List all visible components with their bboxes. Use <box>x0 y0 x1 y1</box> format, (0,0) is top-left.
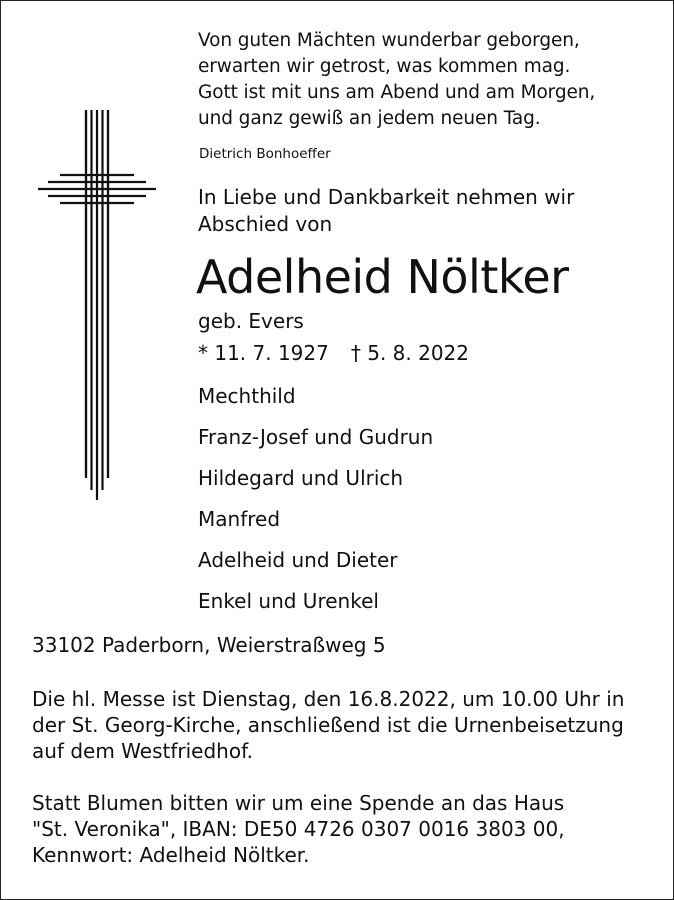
birth-date: * 11. 7. 1927 <box>198 341 329 365</box>
donation-line: Kennwort: Adelheid Nöltker. <box>32 843 310 867</box>
service-line: der St. Georg-Kirche, anschließend ist die Urnenbeisetzung <box>32 713 624 737</box>
donation-line: Statt Blumen bitten wir um eine Spende an das Haus <box>32 791 565 815</box>
donation-info <box>32 790 565 868</box>
intro-text <box>198 184 574 238</box>
poem-line: und ganz gewiß an jedem neuen Tag. <box>198 108 541 129</box>
mourner-item: Manfred <box>198 507 281 531</box>
poem-author: Dietrich Bonhoeffer <box>199 146 331 162</box>
mourner-item: Franz-Josef und Gudrun <box>198 425 434 449</box>
poem-line: Gott ist mit uns am Abend und am Morgen, <box>198 82 596 103</box>
donation-line: "St. Veronika", IBAN: DE50 4726 0307 0016 3803 00, <box>32 817 565 841</box>
maiden-name: geb. Evers <box>198 309 304 333</box>
poem-line: erwarten wir getrost, was kommen mag. <box>198 56 571 77</box>
service-line: auf dem Westfriedhof. <box>32 739 254 763</box>
death-date: † 5. 8. 2022 <box>350 341 469 365</box>
poem-line: Von guten Mächten wunderbar geborgen, <box>198 30 580 51</box>
life-dates <box>198 341 469 365</box>
deceased-name: Adelheid Nöltker <box>196 250 569 304</box>
intro-line: Abschied von <box>198 212 333 236</box>
mourner-item: Hildegard und Ulrich <box>198 466 404 490</box>
intro-line: In Liebe und Dankbarkeit nehmen wir <box>198 185 575 209</box>
service-info <box>32 686 624 764</box>
address: 33102 Paderborn, Weierstraßweg 5 <box>32 633 386 657</box>
mourner-item: Enkel und Urenkel <box>198 589 379 613</box>
poem <box>198 28 595 132</box>
cross-icon <box>38 110 158 509</box>
service-line: Die hl. Messe ist Dienstag, den 16.8.2022, um 10.00 Uhr in <box>32 687 625 711</box>
mourners-list <box>198 383 433 629</box>
mourner-item: Mechthild <box>198 384 296 408</box>
mourner-item: Adelheid und Dieter <box>198 548 398 572</box>
